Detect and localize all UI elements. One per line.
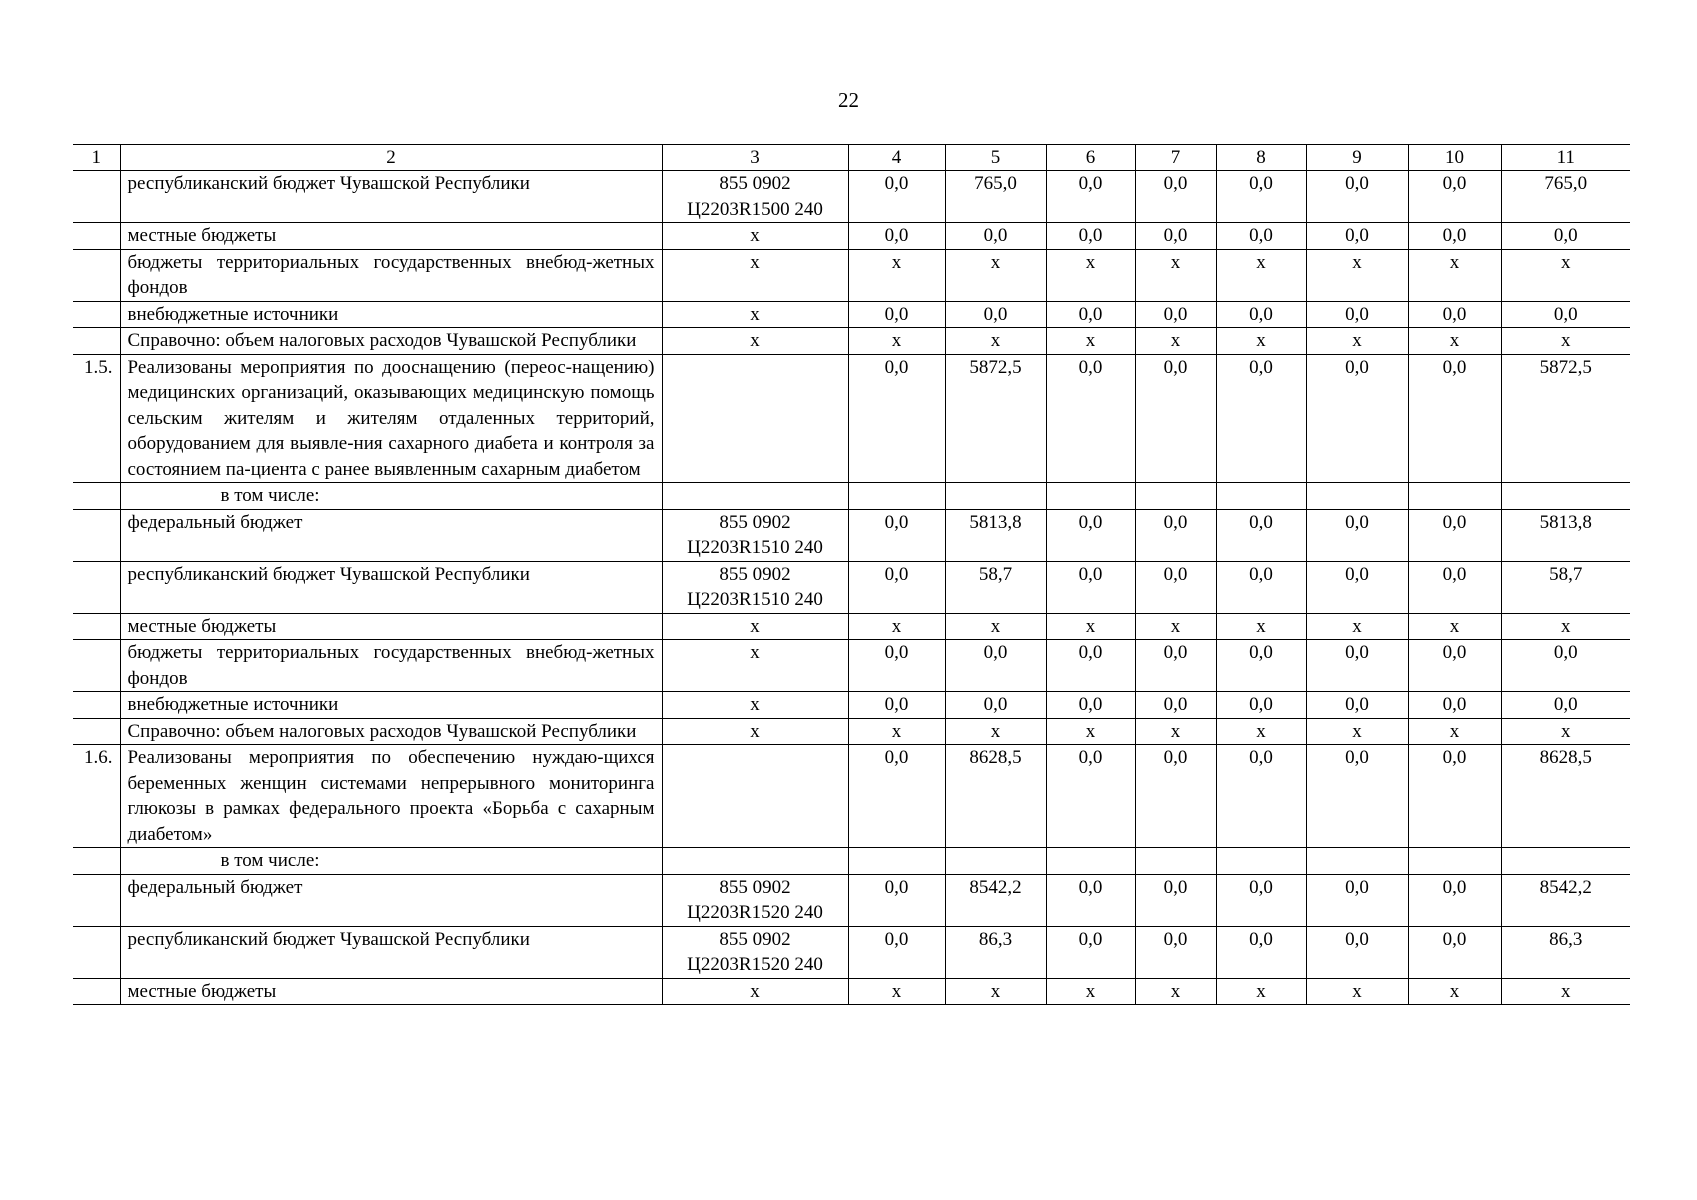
row-name: Справочно: объем налоговых расходов Чувашской Республики bbox=[120, 718, 662, 745]
value-cell: 0,0 bbox=[1046, 692, 1135, 719]
value-cell bbox=[1501, 848, 1630, 875]
value-cell: х bbox=[1408, 613, 1501, 640]
row-name: Реализованы мероприятия по обеспечению нуждаю-щихся беременных женщин системами непрерывного мониторинга глюкозы в рамках федерального проекта «Борьба с сахарным диабетом» bbox=[120, 745, 662, 848]
value-cell: 0,0 bbox=[1135, 509, 1216, 561]
value-cell bbox=[1135, 483, 1216, 510]
value-cell: 0,0 bbox=[1135, 171, 1216, 223]
value-cell: 8628,5 bbox=[1501, 745, 1630, 848]
value-cell: 0,0 bbox=[1135, 874, 1216, 926]
table-row bbox=[73, 848, 1630, 875]
value-cell: 58,7 bbox=[1501, 561, 1630, 613]
row-number bbox=[73, 718, 120, 745]
value-cell: 0,0 bbox=[848, 926, 945, 978]
column-number-row bbox=[73, 145, 1630, 171]
budget-code: 855 0902 Ц2203R1510 240 bbox=[662, 561, 848, 613]
value-cell: 0,0 bbox=[1306, 171, 1408, 223]
column-number: 5 bbox=[945, 145, 1046, 171]
row-name: внебюджетные источники bbox=[120, 692, 662, 719]
value-cell: х bbox=[1216, 978, 1306, 1005]
value-cell: 0,0 bbox=[1306, 561, 1408, 613]
row-number bbox=[73, 613, 120, 640]
row-name: Реализованы мероприятия по дооснащению (переос-нащению) медицинских организаций, оказывающих медицинскую помощь сельским жителям и жителям отдаленных территорий, оборудованием для выявле-ния сахарного диабета и контроля за состоянием па-циента с ранее выявленным сахарным диабетом bbox=[120, 354, 662, 483]
value-cell: 8542,2 bbox=[1501, 874, 1630, 926]
table-row bbox=[73, 171, 1630, 223]
value-cell: х bbox=[1306, 718, 1408, 745]
value-cell: х bbox=[848, 249, 945, 301]
value-cell: 0,0 bbox=[1408, 301, 1501, 328]
value-cell: х bbox=[1501, 613, 1630, 640]
value-cell: 5872,5 bbox=[945, 354, 1046, 483]
value-cell: 0,0 bbox=[848, 874, 945, 926]
value-cell bbox=[1408, 483, 1501, 510]
value-cell: х bbox=[1501, 249, 1630, 301]
value-cell: 86,3 bbox=[945, 926, 1046, 978]
value-cell: 0,0 bbox=[1216, 509, 1306, 561]
table-row bbox=[73, 483, 1630, 510]
value-cell: х bbox=[1408, 249, 1501, 301]
row-name: республиканский бюджет Чувашской Республики bbox=[120, 926, 662, 978]
value-cell: 8628,5 bbox=[945, 745, 1046, 848]
value-cell: х bbox=[945, 328, 1046, 355]
column-number: 8 bbox=[1216, 145, 1306, 171]
value-cell: х bbox=[848, 718, 945, 745]
value-cell bbox=[1408, 848, 1501, 875]
value-cell: 0,0 bbox=[848, 640, 945, 692]
value-cell: 0,0 bbox=[1306, 509, 1408, 561]
value-cell: 0,0 bbox=[1216, 640, 1306, 692]
row-name: федеральный бюджет bbox=[120, 509, 662, 561]
row-name: местные бюджеты bbox=[120, 978, 662, 1005]
value-cell: 0,0 bbox=[1135, 640, 1216, 692]
table-row bbox=[73, 223, 1630, 250]
budget-code bbox=[662, 745, 848, 848]
value-cell: 0,0 bbox=[1501, 223, 1630, 250]
value-cell: 0,0 bbox=[1306, 640, 1408, 692]
value-cell: 0,0 bbox=[1501, 692, 1630, 719]
budget-code: х bbox=[662, 301, 848, 328]
value-cell: 0,0 bbox=[1408, 692, 1501, 719]
budget-code: 855 0902 Ц2203R1520 240 bbox=[662, 874, 848, 926]
value-cell: 0,0 bbox=[1135, 926, 1216, 978]
table-row bbox=[73, 692, 1630, 719]
value-cell: х bbox=[945, 978, 1046, 1005]
budget-code: х bbox=[662, 223, 848, 250]
row-number bbox=[73, 978, 120, 1005]
value-cell: 0,0 bbox=[1408, 745, 1501, 848]
row-number bbox=[73, 509, 120, 561]
value-cell: х bbox=[1135, 328, 1216, 355]
value-cell: х bbox=[1046, 613, 1135, 640]
value-cell bbox=[1306, 848, 1408, 875]
value-cell: 0,0 bbox=[1046, 745, 1135, 848]
row-name: в том числе: bbox=[120, 848, 662, 875]
value-cell: х bbox=[1046, 328, 1135, 355]
value-cell: х bbox=[1046, 718, 1135, 745]
value-cell: х bbox=[1135, 978, 1216, 1005]
budget-code: 855 0902 Ц2203R1510 240 bbox=[662, 509, 848, 561]
value-cell: 0,0 bbox=[1046, 509, 1135, 561]
row-number bbox=[73, 692, 120, 719]
value-cell: 0,0 bbox=[848, 509, 945, 561]
value-cell: 0,0 bbox=[1306, 223, 1408, 250]
column-number: 11 bbox=[1501, 145, 1630, 171]
value-cell: х bbox=[945, 718, 1046, 745]
value-cell: 0,0 bbox=[1046, 354, 1135, 483]
value-cell: х bbox=[1501, 978, 1630, 1005]
value-cell: 0,0 bbox=[1216, 171, 1306, 223]
value-cell: х bbox=[1216, 718, 1306, 745]
column-number: 4 bbox=[848, 145, 945, 171]
row-name: местные бюджеты bbox=[120, 223, 662, 250]
table-row bbox=[73, 249, 1630, 301]
value-cell: 0,0 bbox=[848, 354, 945, 483]
column-number: 10 bbox=[1408, 145, 1501, 171]
row-number bbox=[73, 301, 120, 328]
value-cell: 0,0 bbox=[1135, 354, 1216, 483]
value-cell: 0,0 bbox=[1306, 301, 1408, 328]
value-cell: 0,0 bbox=[1408, 223, 1501, 250]
budget-code: х bbox=[662, 978, 848, 1005]
row-number bbox=[73, 874, 120, 926]
value-cell: 5872,5 bbox=[1501, 354, 1630, 483]
value-cell: 0,0 bbox=[1135, 692, 1216, 719]
value-cell: х bbox=[1408, 328, 1501, 355]
table-row bbox=[73, 874, 1630, 926]
value-cell: 0,0 bbox=[848, 171, 945, 223]
row-number bbox=[73, 926, 120, 978]
table-row bbox=[73, 328, 1630, 355]
value-cell: 0,0 bbox=[1135, 223, 1216, 250]
row-number: 1.6. bbox=[73, 745, 120, 848]
column-number: 1 bbox=[73, 145, 120, 171]
value-cell: 0,0 bbox=[1216, 692, 1306, 719]
value-cell bbox=[1501, 483, 1630, 510]
value-cell: х bbox=[848, 978, 945, 1005]
value-cell: 0,0 bbox=[945, 640, 1046, 692]
row-number bbox=[73, 561, 120, 613]
table-row bbox=[73, 718, 1630, 745]
value-cell: х bbox=[1408, 718, 1501, 745]
value-cell: х bbox=[1501, 328, 1630, 355]
page-number: 22 bbox=[838, 88, 859, 112]
value-cell: х bbox=[1135, 613, 1216, 640]
row-number bbox=[73, 640, 120, 692]
value-cell bbox=[1046, 848, 1135, 875]
value-cell: 5813,8 bbox=[945, 509, 1046, 561]
value-cell: 0,0 bbox=[945, 692, 1046, 719]
value-cell: 0,0 bbox=[1046, 223, 1135, 250]
value-cell bbox=[1216, 483, 1306, 510]
value-cell bbox=[1216, 848, 1306, 875]
table-row bbox=[73, 561, 1630, 613]
value-cell: 0,0 bbox=[848, 301, 945, 328]
value-cell: 86,3 bbox=[1501, 926, 1630, 978]
value-cell: 0,0 bbox=[1408, 509, 1501, 561]
value-cell: 0,0 bbox=[848, 561, 945, 613]
value-cell: 0,0 bbox=[1135, 745, 1216, 848]
budget-code: х bbox=[662, 249, 848, 301]
budget-code: х bbox=[662, 328, 848, 355]
budget-code: х bbox=[662, 613, 848, 640]
value-cell: 0,0 bbox=[1408, 874, 1501, 926]
value-cell: 0,0 bbox=[848, 745, 945, 848]
value-cell: 0,0 bbox=[1306, 692, 1408, 719]
row-name: федеральный бюджет bbox=[120, 874, 662, 926]
budget-code: х bbox=[662, 718, 848, 745]
budget-code: х bbox=[662, 692, 848, 719]
value-cell: 0,0 bbox=[1306, 745, 1408, 848]
value-cell: х bbox=[848, 328, 945, 355]
value-cell bbox=[945, 483, 1046, 510]
value-cell: 0,0 bbox=[1135, 301, 1216, 328]
value-cell: х bbox=[1306, 978, 1408, 1005]
value-cell: 0,0 bbox=[1046, 171, 1135, 223]
value-cell: 0,0 bbox=[1408, 354, 1501, 483]
value-cell: 5813,8 bbox=[1501, 509, 1630, 561]
value-cell: 765,0 bbox=[945, 171, 1046, 223]
budget-code: 855 0902 Ц2203R1500 240 bbox=[662, 171, 848, 223]
column-number: 6 bbox=[1046, 145, 1135, 171]
value-cell: 0,0 bbox=[1216, 561, 1306, 613]
value-cell: 8542,2 bbox=[945, 874, 1046, 926]
value-cell bbox=[848, 848, 945, 875]
value-cell: х bbox=[1135, 718, 1216, 745]
row-number bbox=[73, 483, 120, 510]
value-cell: х bbox=[1216, 249, 1306, 301]
value-cell: 0,0 bbox=[848, 223, 945, 250]
row-name: Справочно: объем налоговых расходов Чувашской Республики bbox=[120, 328, 662, 355]
value-cell: 0,0 bbox=[1046, 926, 1135, 978]
value-cell: х bbox=[1408, 978, 1501, 1005]
value-cell: 0,0 bbox=[1306, 874, 1408, 926]
value-cell: 0,0 bbox=[1216, 745, 1306, 848]
value-cell: 0,0 bbox=[1408, 926, 1501, 978]
value-cell: х bbox=[1216, 328, 1306, 355]
value-cell bbox=[1046, 483, 1135, 510]
table-row bbox=[73, 640, 1630, 692]
value-cell: 0,0 bbox=[1408, 171, 1501, 223]
value-cell: 58,7 bbox=[945, 561, 1046, 613]
column-number: 3 bbox=[662, 145, 848, 171]
row-number bbox=[73, 848, 120, 875]
value-cell: х bbox=[945, 613, 1046, 640]
value-cell: 0,0 bbox=[1306, 926, 1408, 978]
value-cell: х bbox=[1135, 249, 1216, 301]
row-number bbox=[73, 223, 120, 250]
value-cell: 0,0 bbox=[1216, 301, 1306, 328]
value-cell bbox=[945, 848, 1046, 875]
value-cell: 0,0 bbox=[945, 223, 1046, 250]
row-name: республиканский бюджет Чувашской Республики bbox=[120, 171, 662, 223]
table-body bbox=[73, 145, 1630, 1005]
value-cell: 0,0 bbox=[1306, 354, 1408, 483]
column-number: 7 bbox=[1135, 145, 1216, 171]
row-number: 1.5. bbox=[73, 354, 120, 483]
value-cell: х bbox=[1306, 613, 1408, 640]
value-cell: х bbox=[1216, 613, 1306, 640]
value-cell bbox=[1306, 483, 1408, 510]
value-cell: 0,0 bbox=[1408, 640, 1501, 692]
value-cell bbox=[848, 483, 945, 510]
budget-code bbox=[662, 848, 848, 875]
value-cell: 0,0 bbox=[1216, 874, 1306, 926]
row-number bbox=[73, 328, 120, 355]
row-name: в том числе: bbox=[120, 483, 662, 510]
table-row bbox=[73, 745, 1630, 848]
row-name: бюджеты территориальных государственных внебюд-жетных фондов bbox=[120, 249, 662, 301]
row-name: бюджеты территориальных государственных внебюд-жетных фондов bbox=[120, 640, 662, 692]
row-name: внебюджетные источники bbox=[120, 301, 662, 328]
value-cell: 0,0 bbox=[1046, 874, 1135, 926]
value-cell: 0,0 bbox=[1216, 926, 1306, 978]
budget-table bbox=[73, 144, 1630, 1005]
table-row bbox=[73, 613, 1630, 640]
value-cell: х bbox=[1046, 249, 1135, 301]
table-row bbox=[73, 354, 1630, 483]
row-number bbox=[73, 171, 120, 223]
value-cell: 0,0 bbox=[1046, 301, 1135, 328]
budget-code bbox=[662, 354, 848, 483]
table-row bbox=[73, 978, 1630, 1005]
table-row bbox=[73, 926, 1630, 978]
value-cell: 0,0 bbox=[945, 301, 1046, 328]
budget-code: х bbox=[662, 640, 848, 692]
value-cell: х bbox=[848, 613, 945, 640]
value-cell: 0,0 bbox=[848, 692, 945, 719]
value-cell: х bbox=[1306, 249, 1408, 301]
value-cell: 0,0 bbox=[1135, 561, 1216, 613]
value-cell: 0,0 bbox=[1501, 301, 1630, 328]
table-row bbox=[73, 301, 1630, 328]
value-cell: 0,0 bbox=[1046, 561, 1135, 613]
value-cell: 0,0 bbox=[1408, 561, 1501, 613]
column-number: 9 bbox=[1306, 145, 1408, 171]
budget-code bbox=[662, 483, 848, 510]
value-cell: 765,0 bbox=[1501, 171, 1630, 223]
budget-code: 855 0902 Ц2203R1520 240 bbox=[662, 926, 848, 978]
row-number bbox=[73, 249, 120, 301]
row-name: республиканский бюджет Чувашской Республики bbox=[120, 561, 662, 613]
value-cell: х bbox=[1501, 718, 1630, 745]
table-row bbox=[73, 509, 1630, 561]
value-cell: 0,0 bbox=[1046, 640, 1135, 692]
value-cell: х bbox=[1046, 978, 1135, 1005]
value-cell: 0,0 bbox=[1216, 223, 1306, 250]
value-cell: х bbox=[1306, 328, 1408, 355]
value-cell: 0,0 bbox=[1501, 640, 1630, 692]
value-cell bbox=[1135, 848, 1216, 875]
column-number: 2 bbox=[120, 145, 662, 171]
value-cell: 0,0 bbox=[1216, 354, 1306, 483]
value-cell: х bbox=[945, 249, 1046, 301]
row-name: местные бюджеты bbox=[120, 613, 662, 640]
